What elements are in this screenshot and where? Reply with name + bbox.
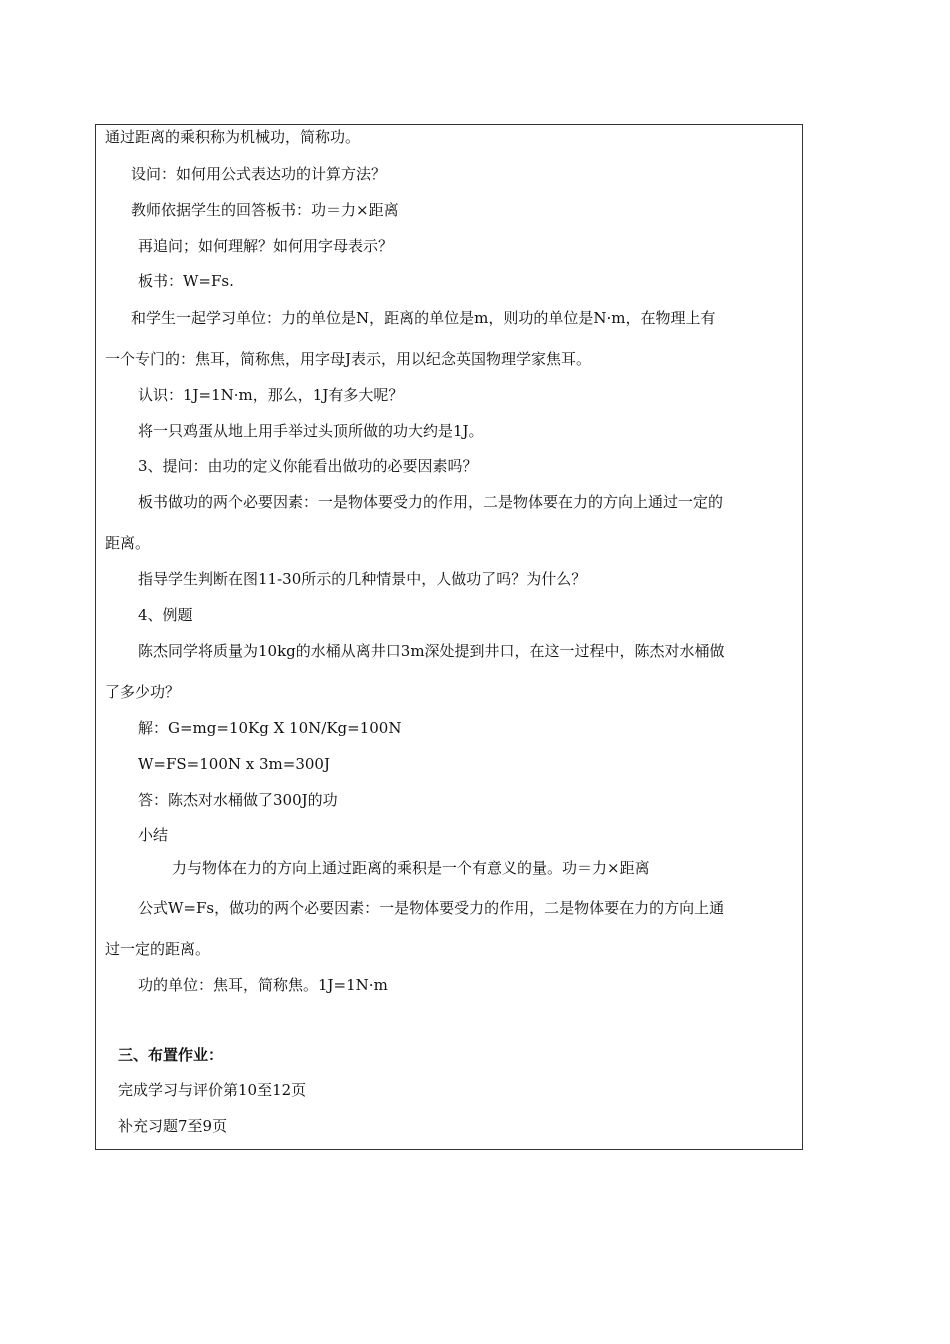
text-line: 认识：1J=1N·m，那么，1J有多大呢？ (138, 386, 404, 404)
text-line: W=FS=100N x 3m=300J (138, 755, 330, 773)
text-line: 过一定的距离。 (105, 940, 211, 958)
text-line: 教师依据学生的回答板书：功＝力×距离 (131, 201, 399, 219)
text-line: 陈杰同学将质量为10kg的水桶从离井口3m深处提到井口，在这一过程中，陈杰对水桶做 (138, 642, 725, 660)
text-line: 和学生一起学习单位：力的单位是N，距离的单位是m，则功的单位是N·m，在物理上有 (131, 309, 716, 327)
text-line: 设问：如何用公式表达功的计算方法？ (131, 165, 387, 183)
text-line: 将一只鸡蛋从地上用手举过头顶所做的功大约是1J。 (138, 422, 484, 440)
text-line: 一个专门的：焦耳，简称焦，用字母J表示，用以纪念英国物理学家焦耳。 (105, 350, 592, 368)
homework-heading: 三、布置作业： (118, 1046, 224, 1064)
text-line: 再追问；如何理解？如何用字母表示？ (138, 237, 394, 255)
text-line: 指导学生判断在图11-30所示的几种情景中，人做功了吗？为什么？ (138, 570, 587, 588)
text-line: 公式W=Fs，做功的两个必要因素：一是物体要受力的作用，二是物体要在力的方向上通 (138, 899, 725, 917)
text-line: 小结 (138, 826, 169, 844)
homework-item: 完成学习与评价第10至12页 (118, 1081, 307, 1099)
text-line: 力与物体在力的方向上通过距离的乘积是一个有意义的量。功＝力×距离 (172, 859, 650, 877)
text-line: 4、例题 (138, 606, 193, 624)
text-line: 板书：W=Fs. (138, 272, 234, 290)
text-line: 功的单位：焦耳，简称焦。1J=1N·m (138, 976, 388, 994)
text-line: 通过距离的乘积称为机械功，简称功。 (105, 128, 361, 146)
text-line: 答：陈杰对水桶做了300J的功 (138, 791, 338, 809)
homework-item: 补充习题7至9页 (118, 1117, 228, 1135)
text-line: 了多少功？ (105, 683, 181, 701)
text-line: 解：G=mg=10Kg X 10N/Kg=100N (138, 719, 402, 737)
text-line: 距离。 (105, 534, 151, 552)
text-line: 板书做功的两个必要因素：一是物体要受力的作用，二是物体要在力的方向上通过一定的 (138, 493, 724, 511)
text-line: 3、提问：由功的定义你能看出做功的必要因素吗？ (138, 457, 478, 475)
